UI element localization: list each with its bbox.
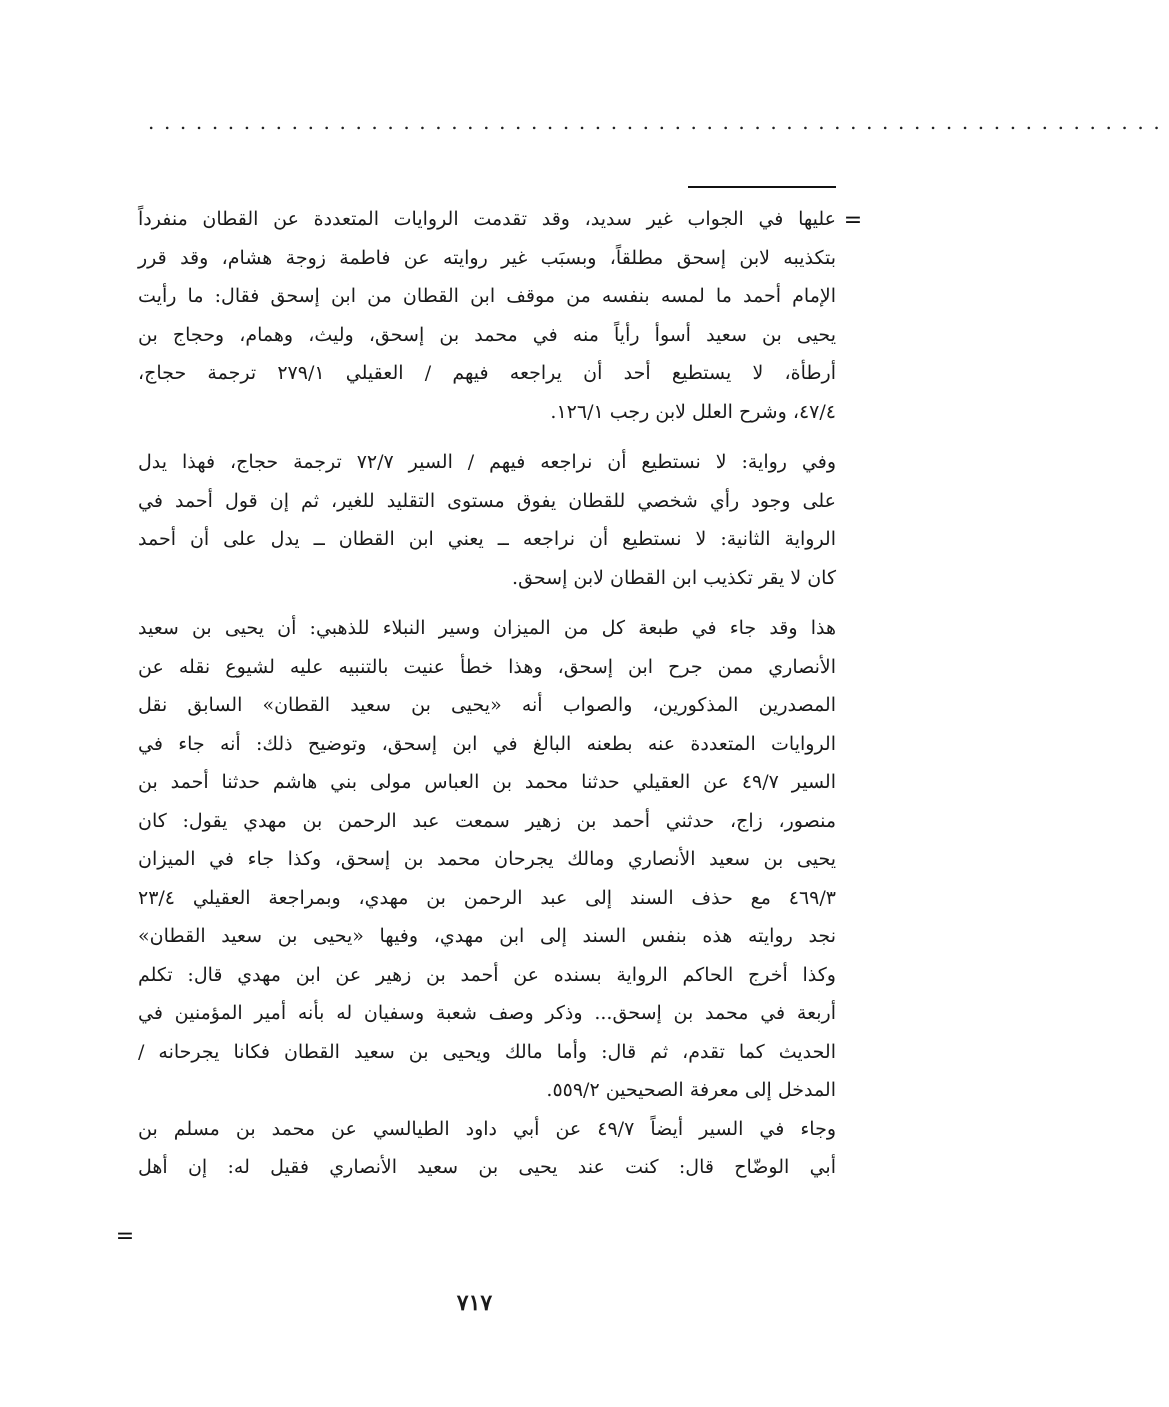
page-number: ٧١٧: [456, 1290, 493, 1316]
text-line: الرواية الثانية: لا نستطيع أن نراجعه ــ يعني ابن القطان ــ يدل على أن أحمد: [138, 528, 836, 550]
text-line: كان لا يقر تكذيب ابن القطان لابن إسحق.: [512, 566, 836, 589]
text-line: يحيى بن سعيد الأنصاري ومالك يجرحان محمد بن إسحق، وكذا جاء في الميزان: [138, 848, 836, 870]
paragraph-3: [138, 609, 836, 1110]
text-line: على وجود رأي شخصي للقطان يفوق مستوى التقليد للغير، ثم إن قول أحمد في: [138, 489, 836, 512]
text-line: أرطأة، لا يستطيع أحد أن يراجعه فيهم / العقيلي ٢٧٩/١ ترجمة حجاج،: [138, 362, 837, 384]
dotted-separator: ................................................................: [148, 110, 1169, 134]
paragraph-2: [138, 443, 836, 597]
text-line: منصور، زاج، حدثني أحمد بن زهير سمعت عبد الرحمن بن مهدي يقول: كان: [138, 809, 836, 832]
paragraph-4: [138, 1110, 836, 1187]
footnote-rule: [688, 186, 836, 188]
text-line: ٤٦٩/٣ مع حذف السند إلى عبد الرحمن بن مهدي، وبمراجعة العقيلي ٢٣/٤: [138, 886, 836, 909]
text-line: بتكذيبه لابن إسحق مطلقاً، وبسبَب غير روايته عن فاطمة زوجة هشام، وقد قرر: [138, 246, 836, 269]
continuation-marker-top: =: [843, 208, 863, 233]
text-line: ٤٧/٤، وشرح العلل لابن رجب ١٢٦/١.: [550, 400, 836, 423]
paragraph-1: [138, 200, 836, 431]
text-line: وفي رواية: لا نستطيع أن نراجعه فيهم / السير ٧٢/٧ ترجمة حجاج، فهذا يدل: [138, 451, 836, 473]
continuation-marker-bottom: =: [115, 1224, 135, 1249]
text-line: وكذا أخرج الحاكم الرواية بسنده عن أحمد بن زهير عن ابن مهدي قال: تكلم: [138, 963, 836, 986]
text-line: الإمام أحمد ما لمسه بنفسه من موقف ابن القطان من ابن إسحق فقال: ما رأيت: [138, 285, 836, 307]
text-line: الروايات المتعددة عنه بطعنه البالغ في ابن إسحق، وتوضيح ذلك: أنه جاء في: [138, 732, 836, 755]
text-line: السير ٤٩/٧ عن العقيلي حدثنا محمد بن العباس مولى بني هاشم حدثنا أحمد بن: [138, 771, 836, 793]
text-line: هذا وقد جاء في طبعة كل من الميزان وسير النبلاء للذهبي: أن يحيى بن سعيد: [138, 617, 836, 639]
text-line: أبي الوضّاح قال: كنت عند يحيى بن سعيد الأنصاري فقيل له: إن أهل: [138, 1156, 836, 1178]
text-line: نجد روايته هذه بنفس السند إلى ابن مهدي، وفيها «يحيى بن سعيد القطان»: [138, 925, 836, 947]
text-line: الحديث كما تقدم، ثم قال: وأما مالك ويحيى بن سعيد القطان فكانا يجرحانه /: [138, 1040, 836, 1063]
footnote-text: [138, 200, 836, 1187]
text-line: عليها في الجواب غير سديد، وقد تقدمت الروايات المتعددة عن القطان منفرداً: [138, 208, 836, 230]
text-line: وجاء في السير أيضاً ٤٩/٧ عن أبي داود الطيالسي عن محمد بن مسلم بن: [138, 1117, 836, 1140]
text-line: الأنصاري ممن جرح ابن إسحق، وهذا خطأ عنيت بالتنبيه عليه لشيوع نقله عن: [138, 655, 836, 678]
text-line: المدخل إلى معرفة الصحيحين ٥٥٩/٢.: [546, 1079, 836, 1101]
text-line: أربعة في محمد بن إسحق... وذكر وصف شعبة وسفيان له بأنه أمير المؤمنين في: [138, 1002, 836, 1024]
text-line: المصدرين المذكورين، والصواب أنه «يحيى بن سعيد القطان» السابق نقل: [138, 694, 836, 716]
text-line: يحيى بن سعيد أسوأ رأياً منه في محمد بن إسحق، وليث، وهمام، وحجاج بن: [138, 323, 836, 346]
